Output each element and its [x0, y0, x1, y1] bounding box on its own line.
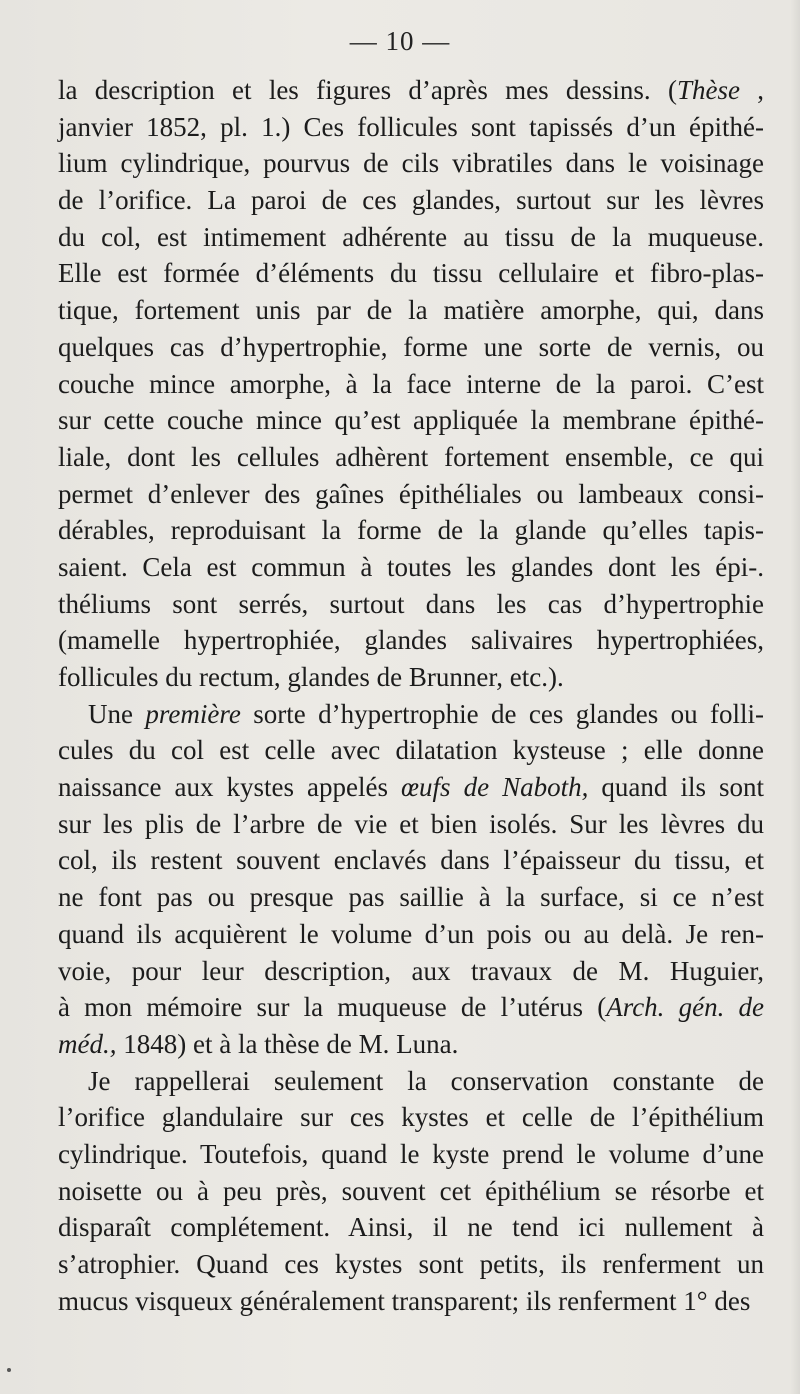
text-segment: ne font pas ou presque pas saillie à la surface, si ce n’est	[58, 882, 764, 913]
text-segment: voie, pour leur description, aux travaux de M. Huguier,	[58, 955, 764, 986]
text-line	[58, 1209, 764, 1246]
text-line	[58, 1063, 764, 1100]
text-line	[58, 1099, 764, 1136]
text-segment: l’orifice glandulaire sur ces kystes et celle de l’épithélium	[58, 1102, 764, 1133]
text-segment: noisette ou à peu près, souvent cet épithélium se résorbe et	[58, 1175, 764, 1206]
text-line	[58, 586, 764, 623]
text-line	[58, 219, 764, 256]
text-line	[58, 769, 764, 806]
text-segment: saient. Cela est commun à toutes les glandes dont les épi-.	[58, 551, 764, 582]
text-line	[58, 366, 764, 403]
text-segment: théliums sont serrés, surtout dans les cas d’hypertrophie	[58, 588, 764, 619]
italic-text: première	[145, 698, 241, 729]
text-line	[58, 1026, 764, 1063]
text-segment: Je rappellerai seulement la conservation constante de	[88, 1065, 764, 1096]
text-segment: naissance aux kystes appelés	[58, 772, 402, 803]
text-segment: s’atrophier. Quand ces kystes sont petits, ils renferment un	[58, 1249, 764, 1279]
text-segment: sorte d’hypertrophie de ces glandes ou folli-	[240, 698, 764, 729]
text-segment: à mon mémoire sur la muqueuse de l’utérus (	[58, 992, 607, 1023]
text-segment: tique, fortement unis par de la matière amorphe, qui, dans	[58, 295, 764, 326]
italic-text: œufs de Naboth,	[401, 772, 589, 803]
text-line	[58, 255, 764, 292]
text-line	[58, 145, 764, 182]
text-segment: dérables, reproduisant la forme de la glande qu’elles tapis-	[58, 515, 764, 546]
text-segment: 1848) et à la thèse de M. Luna.	[116, 1028, 459, 1059]
text-segment: sur les plis de l’arbre de vie et bien isolés. Sur les lèvres du	[58, 808, 764, 839]
text-segment: janvier 1852, pl. 1.) Ces follicules sont tapissés d’un épithé-	[58, 111, 764, 142]
text-segment: col, ils restent souvent enclavés dans l’épaisseur du tissu, et	[58, 845, 764, 876]
text-line	[58, 842, 764, 879]
ink-speck	[7, 1368, 11, 1372]
text-line	[58, 1173, 764, 1210]
text-line	[58, 109, 764, 146]
text-segment: cules du col est celle avec dilatation kysteuse ; elle donne	[58, 735, 764, 766]
text-segment: ,	[739, 75, 765, 105]
text-segment: cylindrique. Toutefois, quand le kyste prend le volume d’une	[58, 1138, 764, 1169]
text-line	[58, 402, 764, 439]
text-segment: Elle est formée d’éléments du tissu cellulaire et fibro-plas-	[58, 258, 764, 289]
text-segment: quand ils acquièrent le volume d’un pois ou au delà. Je ren-	[58, 918, 764, 949]
body-text	[58, 72, 764, 1319]
text-line	[58, 622, 764, 659]
text-line	[58, 1136, 764, 1173]
text-line	[58, 989, 764, 1026]
text-line	[58, 439, 764, 476]
italic-text: Thèse	[676, 75, 740, 105]
text-segment: disparaît complétement. Ainsi, il ne tend ici nullement à	[58, 1212, 764, 1243]
page-number: — 10 —	[349, 26, 451, 56]
text-line	[58, 72, 764, 109]
text-segment: liale, dont les cellules adhèrent fortement ensemble, ce qui	[58, 441, 764, 472]
page-edge-shadow	[790, 0, 800, 1394]
text-line	[58, 182, 764, 219]
text-segment: lium cylindrique, pourvus de cils vibratiles dans le voisinage	[58, 148, 764, 179]
text-line	[58, 732, 764, 769]
text-segment: (mamelle hypertrophiée, glandes salivaires hypertrophiées,	[58, 625, 764, 656]
text-line	[58, 292, 764, 329]
text-line	[58, 659, 764, 696]
text-line	[58, 512, 764, 549]
text-segment: follicules du rectum, glandes de Brunner, etc.).	[58, 662, 564, 692]
text-segment: du col, est intimement adhérente au tissu de la muqueuse.	[58, 221, 764, 252]
text-line	[58, 696, 764, 733]
text-line	[58, 549, 764, 586]
text-line	[58, 806, 764, 843]
text-segment: sur cette couche mince qu’est appliquée la membrane épithé-	[58, 405, 764, 436]
text-segment: la description et les figures d’après mes dessins. (	[58, 75, 677, 105]
text-segment: permet d’enlever des gaînes épithéliales ou lambeaux consi-	[58, 478, 764, 509]
text-line	[58, 1246, 764, 1283]
text-segment: Une	[88, 698, 146, 729]
text-segment: quand ils sont	[588, 772, 764, 803]
text-line	[58, 879, 764, 916]
text-segment: couche mince amorphe, à la face interne de la paroi. C’est	[58, 368, 764, 399]
text-segment: mucus visqueux généralement transparent; ils renferment 1° des	[58, 1285, 751, 1316]
text-line	[58, 329, 764, 366]
text-line	[58, 953, 764, 990]
text-line	[58, 1283, 764, 1320]
italic-text: méd.,	[58, 1028, 117, 1059]
italic-text: Arch. gén. de	[606, 992, 764, 1023]
text-line	[58, 476, 764, 513]
text-segment: quelques cas d’hypertrophie, forme une sorte de vernis, ou	[58, 331, 764, 362]
text-segment: de l’orifice. La paroi de ces glandes, surtout sur les lèvres	[58, 185, 764, 216]
text-line	[58, 916, 764, 953]
